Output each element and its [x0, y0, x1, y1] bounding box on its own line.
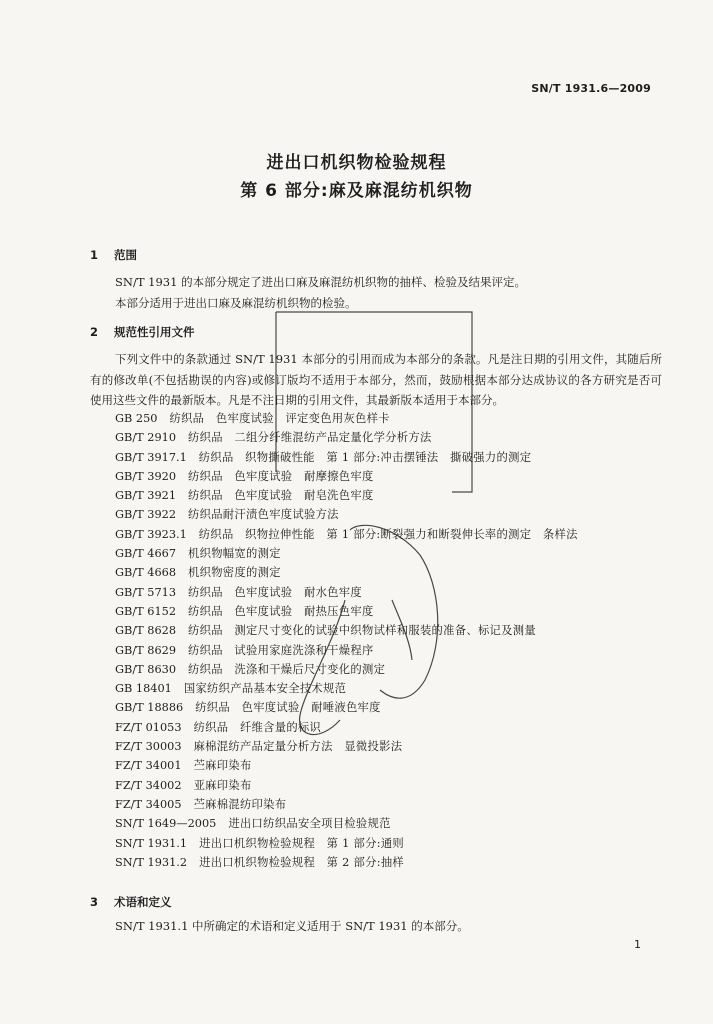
- reference-item: [115, 525, 675, 544]
- reference-name: 纺织品 色牢度试验 耐水色牢度: [188, 585, 362, 599]
- reference-code: GB/T 3921: [115, 489, 177, 503]
- reference-item: [115, 660, 675, 679]
- reference-item: [115, 486, 675, 505]
- section-3-paragraph: SN/T 1931.1 中所确定的术语和定义适用于 SN/T 1931 的本部分。: [115, 919, 469, 933]
- section-1-paragraph-1: SN/T 1931 的本部分规定了进出口麻及麻混纺机织物的抽样、检验及结果评定。: [115, 275, 527, 289]
- section-title: 术语和定义: [114, 895, 172, 909]
- reference-item: [115, 641, 675, 660]
- reference-code: GB/T 2910: [115, 431, 177, 445]
- reference-name: 机织物幅宽的测定: [188, 547, 281, 561]
- reference-name: 纺织品 色牢度试验 耐热压色牢度: [188, 604, 374, 618]
- reference-item: [115, 679, 675, 698]
- reference-code: GB/T 4667: [115, 547, 177, 561]
- section-number: 2: [90, 325, 99, 339]
- section-2-paragraph: 下列文件中的条款通过 SN/T 1931 本部分的引用而成为本部分的条款。凡是注日期的引用文件，其随后所有的修改单(不包括勘误的内容)或修订版均不适用于本部分，然而，鼓励根据本部分达成协议的各方研究是否可使用这些文件的最新版本。凡是不注日期的引用文件，其最新版本适用于本部分。: [90, 352, 662, 407]
- reference-name: 纺织品 洗涤和干燥后尺寸变化的测定: [188, 662, 386, 676]
- reference-code: GB/T 8628: [115, 624, 177, 638]
- reference-code: GB 250: [115, 412, 158, 425]
- section-3-heading: [90, 894, 172, 910]
- reference-item: [115, 718, 675, 737]
- reference-code: GB/T 6152: [115, 604, 177, 618]
- reference-name: 亚麻印染布: [193, 778, 252, 792]
- reference-name: 纺织品 织物拉伸性能 第 1 部分:断裂强力和断裂伸长率的测定 条样法: [198, 527, 578, 541]
- reference-name: 机织物密度的测定: [188, 566, 281, 580]
- reference-name: 麻棉混纺产品定量分析方法 显微投影法: [193, 740, 403, 754]
- reference-item: [115, 776, 675, 795]
- reference-code: SN/T 1931.1: [115, 836, 188, 850]
- reference-name: 苎麻棉混纺印染布: [193, 797, 287, 811]
- reference-code: SN/T 1931.2: [115, 855, 188, 869]
- reference-item: [115, 814, 675, 833]
- reference-code: GB/T 4668: [115, 566, 177, 580]
- reference-item: [115, 448, 675, 467]
- reference-code: GB/T 8630: [115, 662, 177, 676]
- reference-name: 进出口机织物检验规程 第 2 部分:抽样: [199, 855, 405, 869]
- reference-name: 纺织品 色牢度试验 耐皂洗色牢度: [188, 489, 374, 503]
- reference-code: GB/T 8629: [115, 643, 177, 657]
- reference-item: [115, 544, 675, 563]
- page-number: 1: [634, 938, 641, 951]
- reference-item: [115, 409, 675, 428]
- reference-name: 纺织品 织物撕破性能 第 1 部分:冲击摆锤法 撕破强力的测定: [198, 450, 532, 464]
- section-title: 范围: [114, 248, 138, 262]
- reference-name: 纺织品 二组分纤维混纺产品定量化学分析方法: [188, 431, 432, 445]
- reference-code: GB/T 3920: [115, 469, 177, 483]
- reference-code: FZ/T 30003: [115, 740, 182, 754]
- reference-name: 纺织品 试验用家庭洗涤和干燥程序: [188, 643, 374, 657]
- reference-name: 苎麻印染布: [193, 759, 252, 773]
- section-number: 3: [90, 895, 99, 909]
- reference-item: [115, 795, 675, 814]
- reference-item: [115, 698, 675, 717]
- reference-code: GB/T 3922: [115, 508, 177, 522]
- reference-item: [115, 467, 675, 486]
- section-1-heading: [90, 247, 137, 263]
- reference-name: 进出口机织物检验规程 第 1 部分:通则: [199, 836, 405, 850]
- reference-code: SN/T 1649—2005: [115, 817, 217, 831]
- document-title: 进出口机织物检验规程: [266, 153, 447, 173]
- reference-item: [115, 853, 675, 872]
- reference-item: [115, 583, 675, 602]
- reference-name: 纺织品 测定尺寸变化的试验中织物试样和服装的准备、标记及测量: [188, 624, 536, 638]
- reference-code: GB/T 3917.1: [115, 450, 187, 464]
- reference-item: [115, 602, 675, 621]
- reference-item: [115, 737, 675, 756]
- reference-item: [115, 834, 675, 853]
- reference-item: [115, 621, 675, 640]
- reference-name: 纺织品耐汗渍色牢度试验方法: [188, 508, 339, 522]
- reference-name: 进出口纺织品安全项目检验规范: [228, 817, 391, 831]
- standard-code: SN/T 1931.6—2009: [531, 82, 651, 95]
- reference-code: GB/T 18886: [115, 701, 184, 715]
- reference-item: [115, 756, 675, 775]
- reference-code: FZ/T 01053: [115, 720, 182, 734]
- normative-references-list: [115, 409, 675, 872]
- reference-code: FZ/T 34001: [115, 759, 182, 773]
- reference-item: [115, 428, 675, 447]
- reference-code: GB/T 3923.1: [115, 527, 187, 541]
- reference-code: GB/T 5713: [115, 585, 177, 599]
- reference-name: 纺织品 纤维含量的标识: [193, 720, 322, 734]
- document-subtitle: 第 6 部分:麻及麻混纺机织物: [240, 181, 473, 201]
- reference-name: 国家纺织产品基本安全技术规范: [183, 682, 347, 696]
- section-number: 1: [90, 248, 99, 262]
- reference-code: GB 18401: [115, 682, 172, 696]
- reference-name: 纺织品 色牢度试验 耐唾液色牢度: [195, 701, 381, 715]
- section-1-paragraph-2: 本部分适用于进出口麻及麻混纺机织物的检验。: [115, 296, 357, 310]
- reference-name: 纺织品 色牢度试验 耐摩擦色牢度: [188, 469, 374, 483]
- section-title: 规范性引用文件: [114, 325, 195, 339]
- reference-name: 纺织品 色牢度试验 评定变色用灰色样卡: [169, 412, 390, 425]
- reference-item: [115, 563, 675, 582]
- reference-code: FZ/T 34002: [115, 778, 182, 792]
- section-2-heading: [90, 324, 195, 340]
- reference-item: [115, 505, 675, 524]
- reference-code: FZ/T 34005: [115, 797, 182, 811]
